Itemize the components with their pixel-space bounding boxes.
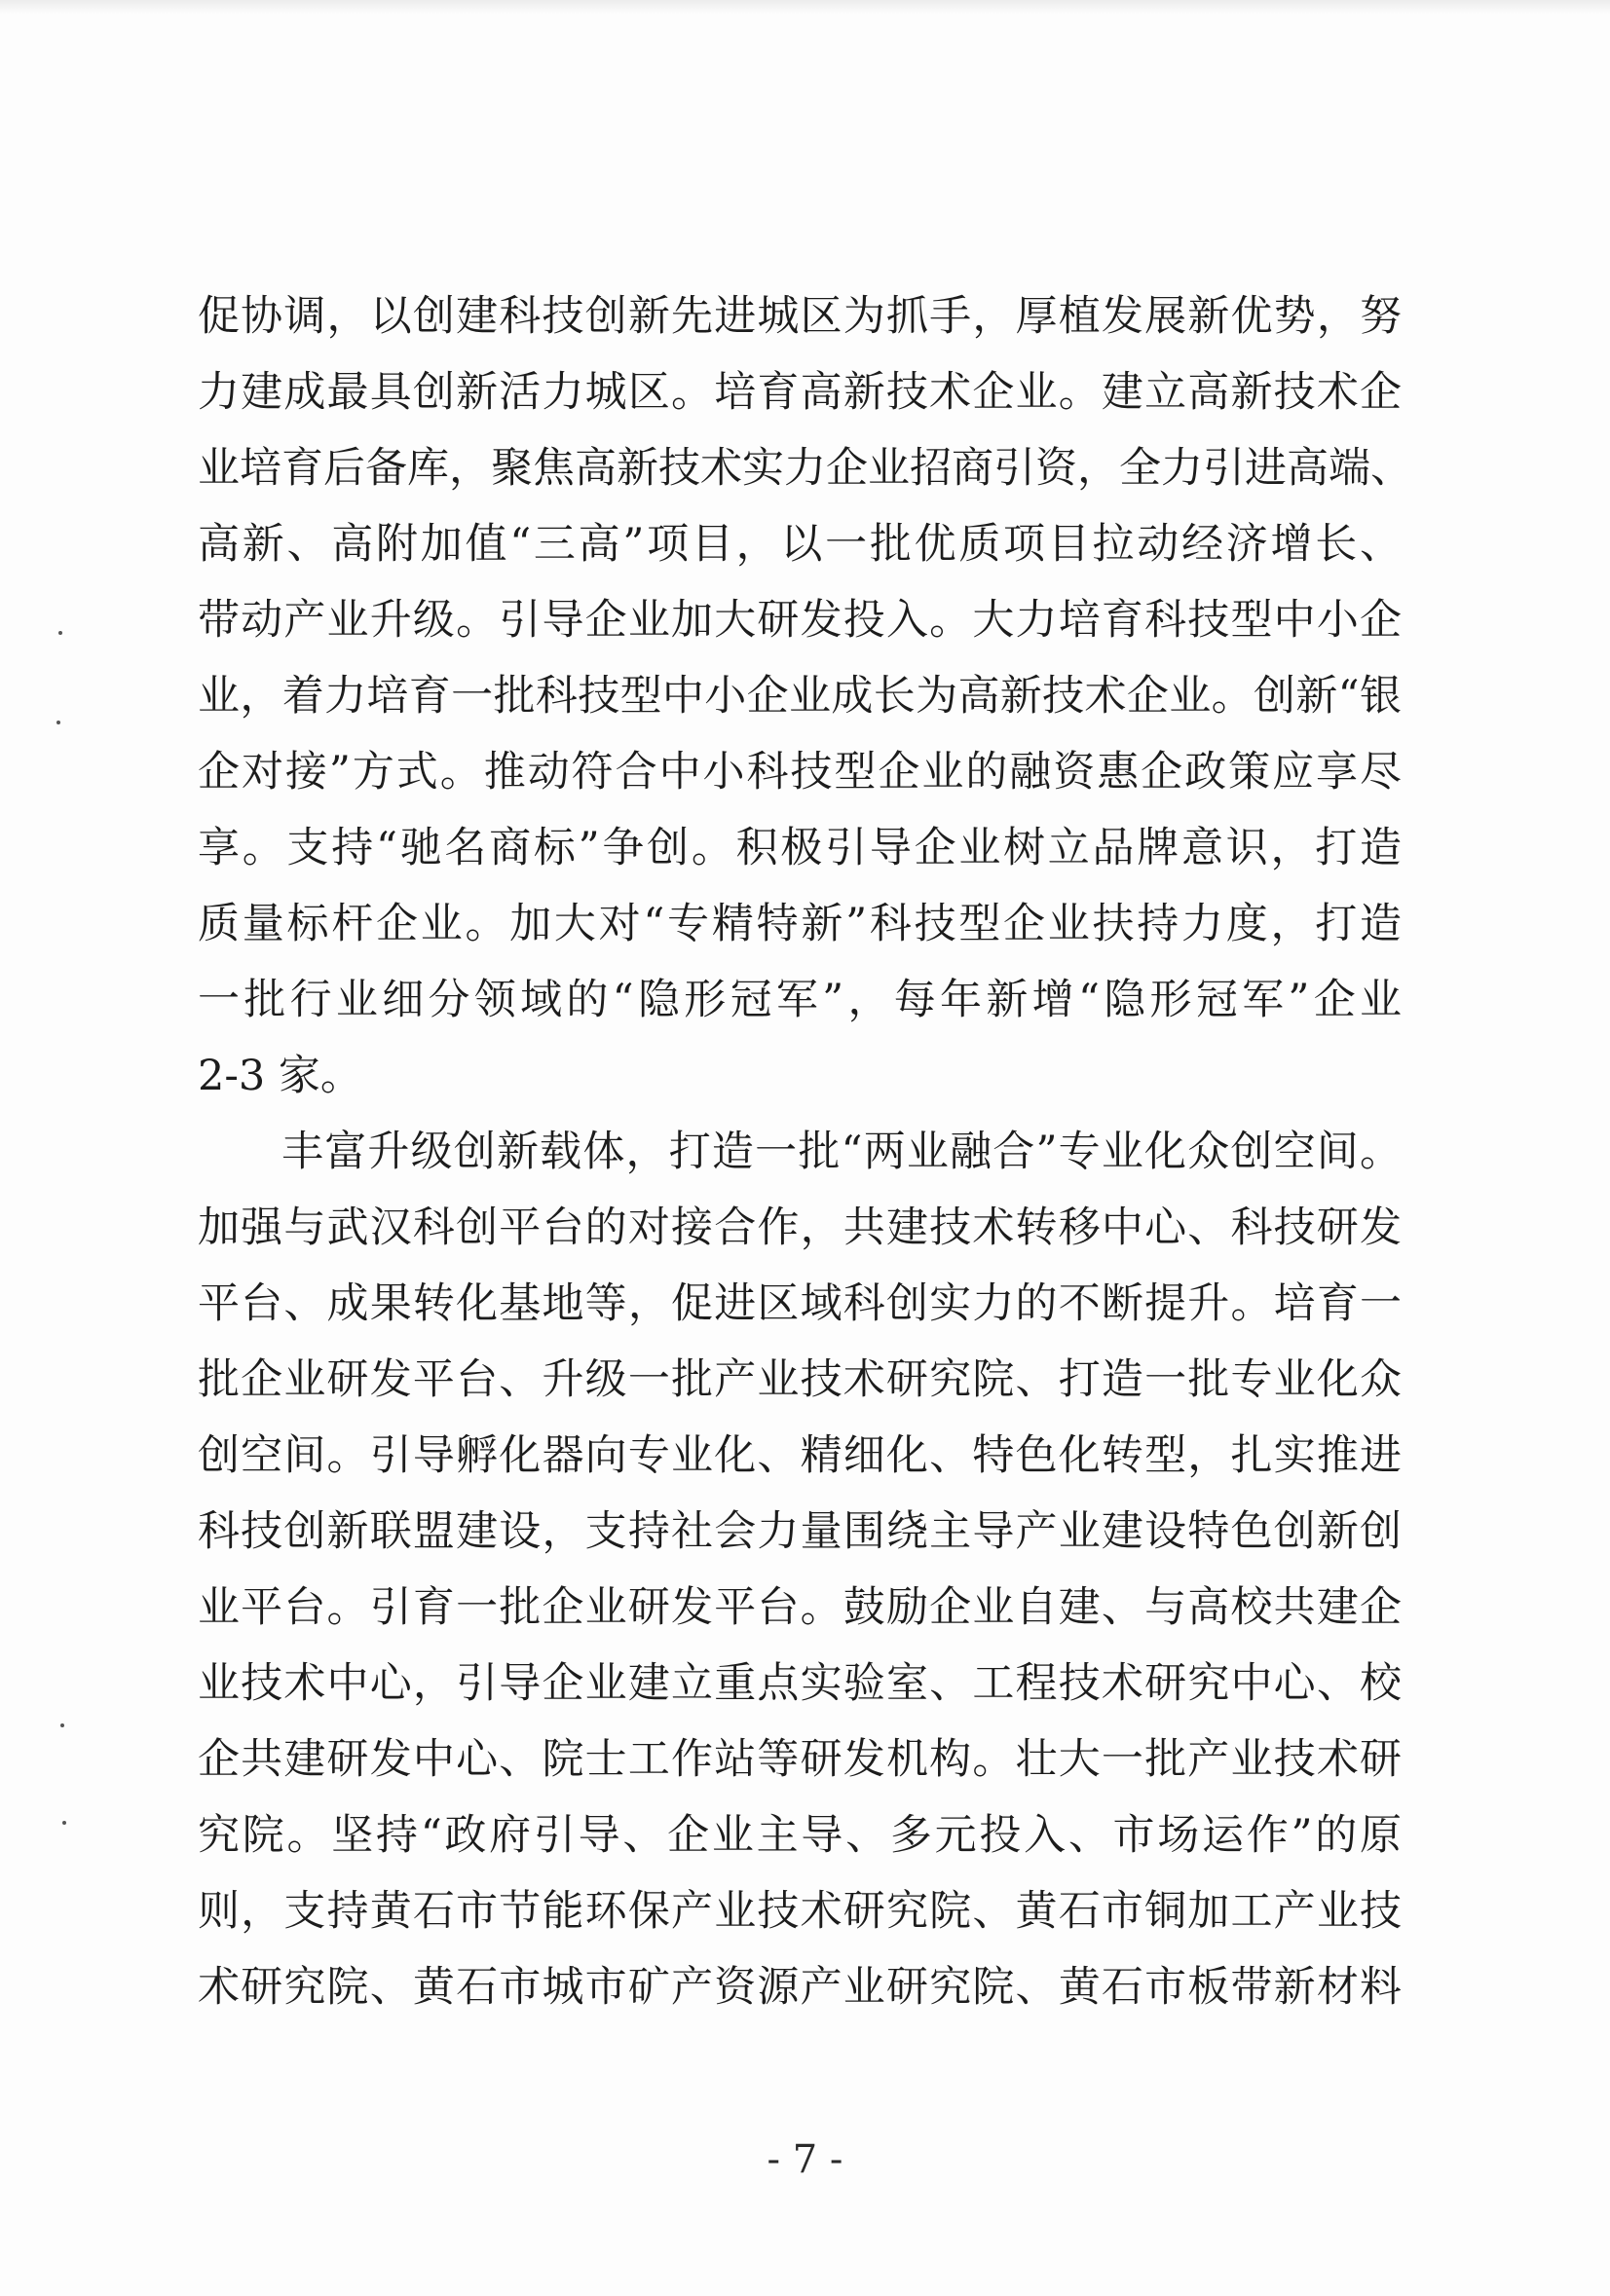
text-line-8: 享。支持“驰名商标”争创。积极引导企业树立品牌意识，打造 <box>198 824 1402 872</box>
text-line-9: 质量标杆企业。加大对“专精特新”科技型企业扶持力度，打造 <box>198 900 1402 948</box>
text-line-11: 2-3 家。 <box>198 1052 362 1100</box>
text-line-19: 业技术中心，引导企业建立重点实验室、工程技术研究中心、校 <box>198 1659 1402 1708</box>
text-line-20: 企共建研发中心、院士工作站等研发机构。壮大一批产业技术研 <box>198 1735 1402 1784</box>
text-line-17: 科技创新联盟建设，支持社会力量围绕主导产业建设特色创新创 <box>198 1507 1402 1556</box>
scan-speck <box>58 631 62 635</box>
text-line-12: 丰富升级创新载体，打造一批“两业融合”专业化众创空间。 <box>281 1128 1402 1176</box>
scan-speck <box>60 1723 64 1727</box>
text-line-21: 究院。坚持“政府引导、企业主导、多元投入、市场运作”的原 <box>198 1811 1402 1860</box>
text-line-18: 业平台。引育一批企业研发平台。鼓励企业自建、与高校共建企 <box>198 1583 1402 1632</box>
text-line-14: 平台、成果转化基地等，促进区域科创实力的不断提升。培育一 <box>198 1279 1402 1328</box>
page-number: - 7 - <box>767 2137 843 2182</box>
text-line-6: 业，着力培育一批科技型中小企业成长为高新技术企业。创新“银 <box>198 672 1402 721</box>
scan-speck <box>62 1821 66 1825</box>
text-line-2: 力建成最具创新活力城区。培育高新技术企业。建立高新技术企 <box>198 368 1402 417</box>
text-line-3: 业培育后备库，聚焦高新技术实力企业招商引资，全力引进高端、 <box>198 444 1412 493</box>
text-line-16: 创空间。引导孵化器向专业化、精细化、特色化转型，扎实推进 <box>198 1431 1402 1480</box>
text-line-15: 批企业研发平台、升级一批产业技术研究院、打造一批专业化众 <box>198 1355 1402 1404</box>
text-line-23: 术研究院、黄石市城市矿产资源产业研究院、黄石市板带新材料 <box>198 1963 1402 2012</box>
text-line-5: 带动产业升级。引导企业加大研发投入。大力培育科技型中小企 <box>198 596 1402 645</box>
text-line-7: 企对接”方式。推动符合中小科技型企业的融资惠企政策应享尽 <box>198 748 1402 796</box>
scan-speck <box>56 721 60 724</box>
scan-edge-shadow <box>0 0 1610 14</box>
text-line-1: 促协调，以创建科技创新先进城区为抓手，厚植发展新优势，努 <box>198 292 1402 341</box>
text-line-4: 高新、高附加值“三高”项目，以一批优质项目拉动经济增长、 <box>198 520 1402 569</box>
body-text <box>198 278 1412 2025</box>
text-line-13: 加强与武汉科创平台的对接合作，共建技术转移中心、科技研发 <box>198 1204 1402 1252</box>
text-line-10: 一批行业细分领域的“隐形冠军”，每年新增“隐形冠军”企业 <box>198 976 1402 1024</box>
text-line-22: 则，支持黄石市节能环保产业技术研究院、黄石市铜加工产业技 <box>198 1887 1402 1936</box>
